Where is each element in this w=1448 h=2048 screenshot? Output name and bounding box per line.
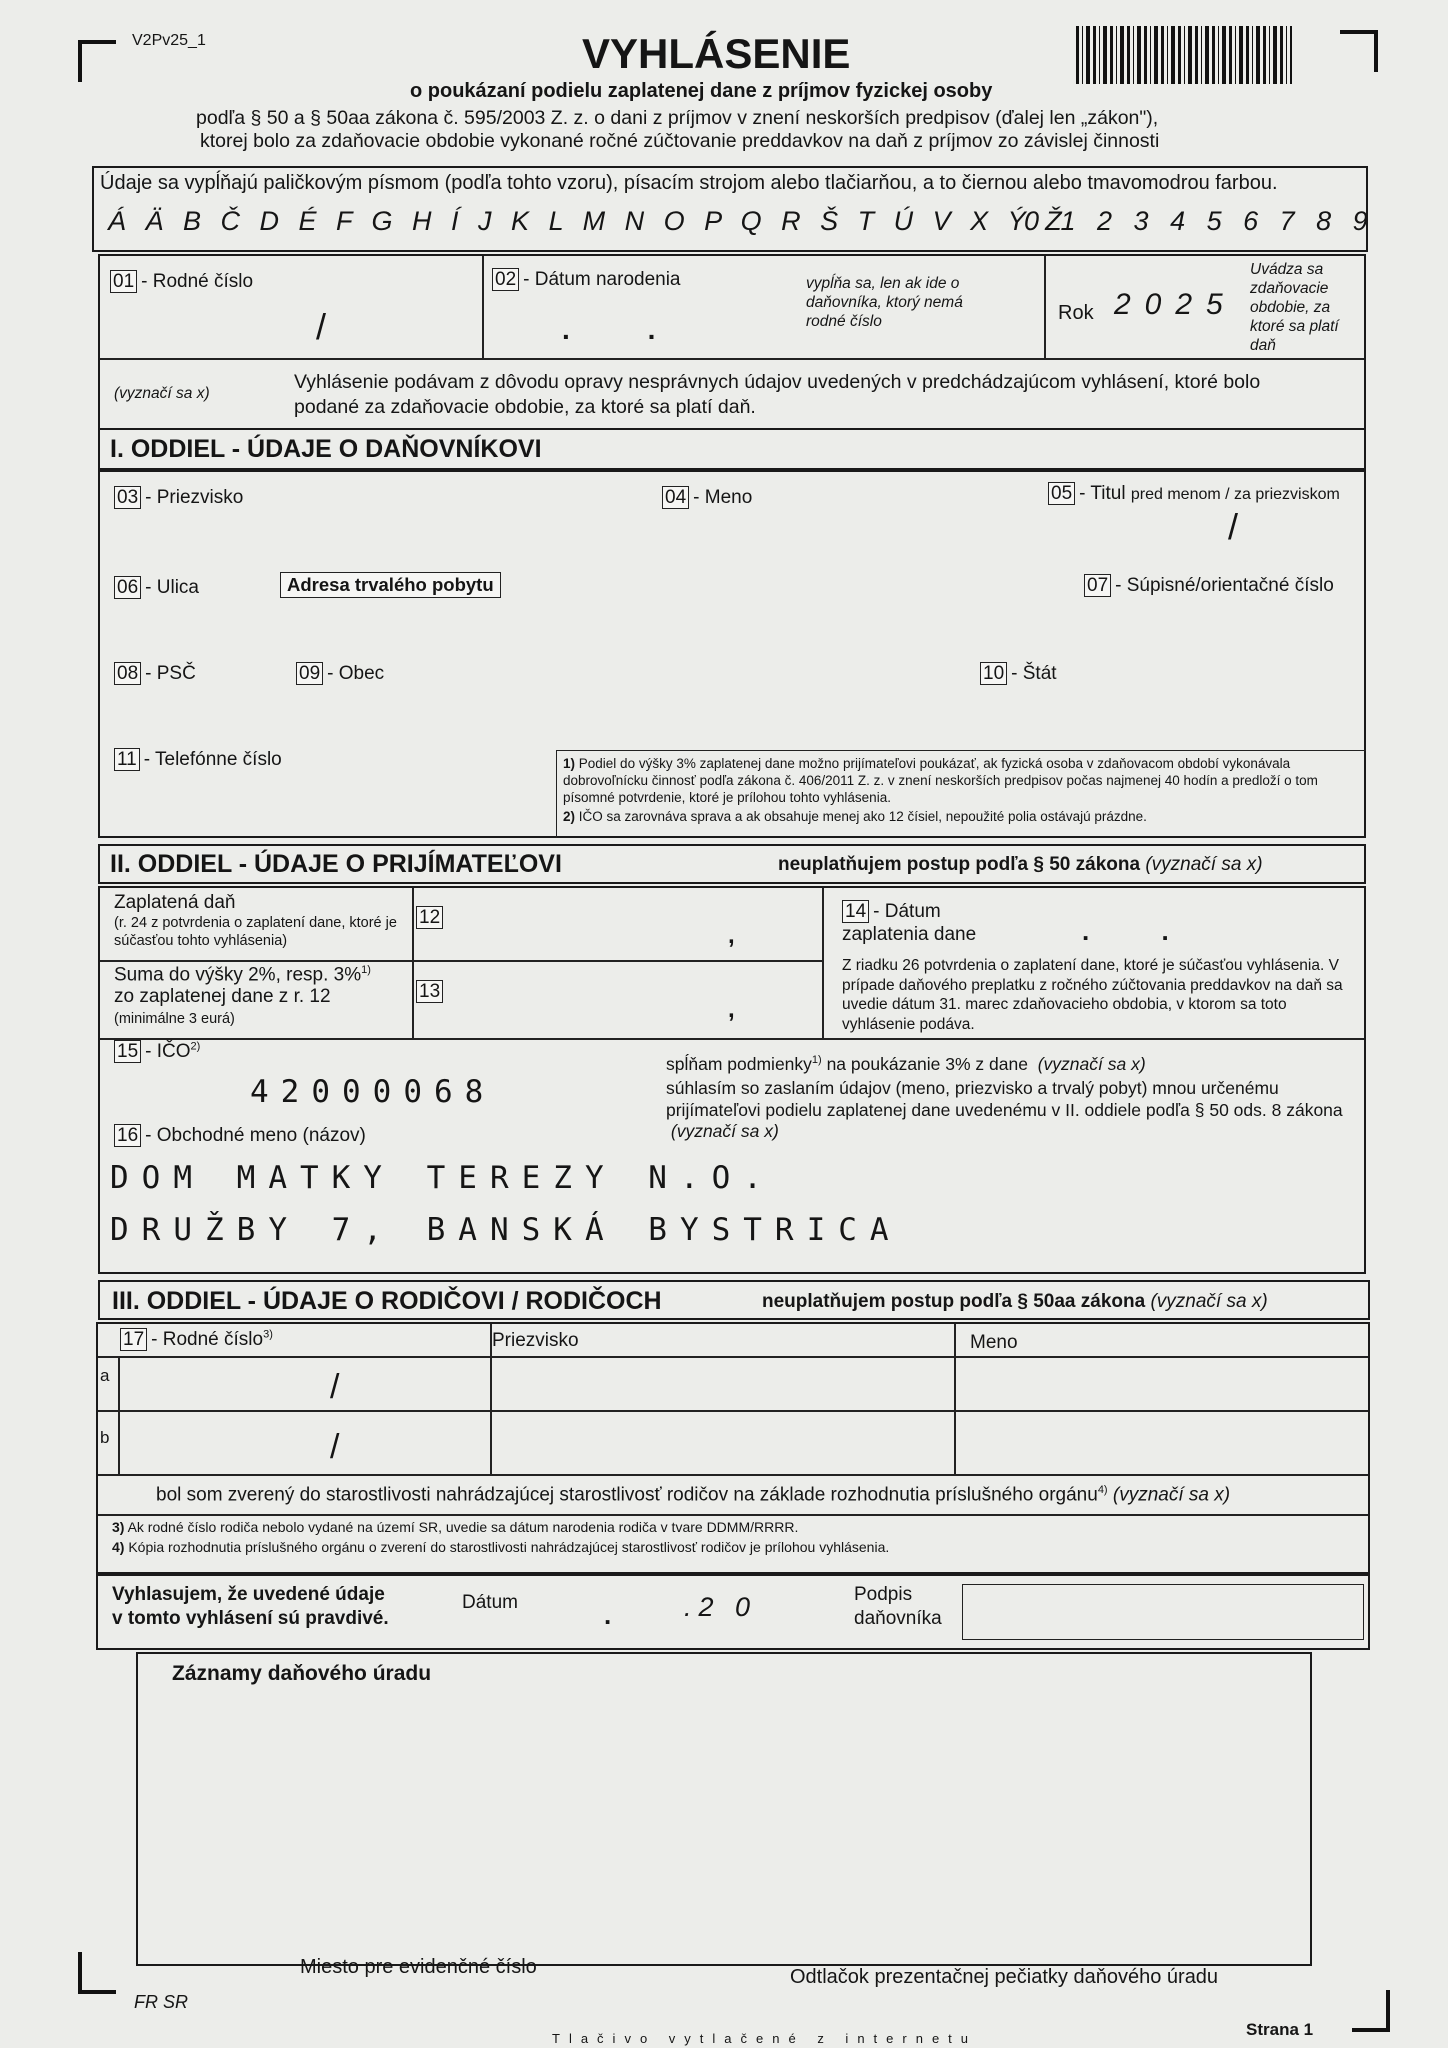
field-10-label: 10 - Štát [980, 662, 1057, 685]
consent-text: súhlasím so zaslaním údajov (meno, priezvisko a trvalý pobyt) mnou určenému prijímateľovi podielu zaplatenej dane uvedenému v II. oddiele podľa § 50 ods. 8 zákona (vyznačí sa x) [666, 1078, 1343, 1141]
surname-field[interactable] [112, 518, 652, 558]
field-14-label-2: zaplatenia dane [842, 924, 977, 945]
corner-mark-top-left [78, 40, 116, 82]
field-11-label: 11 - Telefónne číslo [114, 748, 282, 771]
correction-checkbox[interactable] [264, 384, 286, 406]
field-03-label: 03 - Priezvisko [114, 486, 243, 509]
row-a-separator: / [330, 1368, 340, 1406]
birth-number-separator: / [316, 306, 327, 347]
footer-center: Tlačivo vytlačené z internetu [552, 2031, 978, 2046]
section3-heading: III. ODDIEL - ÚDAJE O RODIČOVI / RODIČOCH [112, 1287, 662, 1315]
sign-label-2: daňovníka [854, 1608, 942, 1629]
field-02-label: 02 - Dátum narodenia [492, 268, 681, 291]
field-09-label: 09 - Obec [296, 662, 384, 685]
address-badge: Adresa trvalého pobytu [280, 572, 501, 598]
recipient-name-line1: DOM MATKY TEREZY N.O. [110, 1160, 775, 1196]
section2-opt-out: neuplatňujem postup podľa § 50 zákona (vyznačí sa x) [778, 854, 1263, 875]
field-14-label: 14 - Dátum [842, 900, 941, 923]
parent-a-birth-number-field[interactable] [122, 1360, 486, 1408]
declaration-text-2: v tomto vyhlásení sú pravdivé. [112, 1608, 389, 1629]
corner-mark-bottom-right [1352, 1990, 1390, 2032]
section1-box [98, 470, 1366, 838]
paid-tax-label: Zaplatená daň [114, 892, 236, 913]
street-field[interactable] [112, 606, 1072, 646]
form-subtitle: o poukázaní podielu zaplatenej dane z príjmov fyzickej osoby [410, 80, 993, 102]
section3-opt-out: neuplatňujem postup podľa § 50aa zákona (vyznačí sa x) [762, 1291, 1268, 1312]
corner-mark-top-right [1340, 30, 1378, 72]
birth-date-input[interactable] [492, 304, 792, 350]
section1-heading: I. ODDIEL - ÚDAJE O DAŇOVNÍKOVI [110, 435, 542, 463]
field-05-label: 05 - Titul pred menom / za priezviskom [1048, 482, 1340, 505]
guardian-text: bol som zverený do starostlivosti nahrádzajúcej starostlivosť rodičov na základe rozhodnutia príslušného orgánu$^{4)}$ (vyznačí sa x) [156, 1484, 1231, 1506]
section3-box [96, 1322, 1370, 1574]
year-value: 2025 [1114, 288, 1237, 321]
postcode-field[interactable] [112, 692, 282, 732]
signature-box[interactable] [962, 1584, 1364, 1640]
first-name-input[interactable] [662, 518, 1042, 558]
title-separator: / [1228, 506, 1239, 547]
mark-note: (vyznačí sa x) [114, 385, 210, 402]
footnotes-box [556, 750, 1366, 838]
instructions-box [92, 166, 1375, 252]
parent-a-surname-field[interactable] [494, 1360, 950, 1408]
parent-a-name-field[interactable] [958, 1360, 1362, 1408]
declaration-text-1: Vyhlasujem, že uvedené údaje [112, 1584, 385, 1605]
sum-comma: , [728, 996, 735, 1023]
column-surname: Priezvisko [492, 1330, 579, 1351]
field-01-label: 01 - Rodné číslo [110, 270, 253, 293]
row-b-label: b [100, 1428, 110, 1447]
column-name: Meno [970, 1332, 1018, 1353]
sum-note: (minimálne 3 eurá) [114, 1011, 235, 1027]
field-06-label: 06 - Ulica [114, 576, 199, 599]
parent-a-name-input[interactable] [958, 1360, 1362, 1408]
parent-a-surname-input[interactable] [494, 1360, 950, 1408]
footnote-4: 4) Kópia rozhodnutia príslušného orgánu o zverení do starostlivosti nahrádzajúcej starostlivosť rodičov je prílohou vyhlásenia. [112, 1539, 890, 1555]
section3-heading-box [98, 1280, 1370, 1320]
field-16-label: 16 - Obchodné meno (názov) [114, 1124, 366, 1147]
instructions-text: Údaje sa vypĺňajú paličkovým písmom (podľa tohto vzoru), písacím strojom alebo tlačiarňou, a to čiernou alebo tmavomodrou farbou. [100, 172, 1278, 194]
correction-text: Vyhlásenie podávam z dôvodu opravy nesprávnych údajov uvedených v predchádzajúcom vyhlásení, ktoré bolo podané za zdaňovacie obdobie, za ktoré sa platí daň. [294, 371, 1261, 418]
date-field[interactable] [538, 1590, 838, 1634]
city-field[interactable] [296, 692, 966, 732]
surname-input[interactable] [112, 518, 652, 558]
parent-a-birth-number-input[interactable] [122, 1360, 486, 1408]
recipient-name-line2: DRUŽBY 7, BANSKÁ BYSTRICA [110, 1212, 902, 1248]
section2-box [98, 886, 1366, 1274]
paid-tax-field[interactable] [450, 918, 810, 956]
footnote-1: 1) Podiel do výšky 3% zaplatenej dane možno prijímateľovi poukázať, ak fyzická osoba v zdaňovacom období vykonávala dobrovoľnícku činnosť podľa zákona č. 406/2011 Z. z. v znení neskorších predpisov počas najmenej 40 hodín a predloží o tom písomné potvrdenie, ktoré je prílohou tohto vyhlásenia. [563, 756, 1318, 805]
office-records-box [136, 1652, 1312, 1988]
paid-tax-input[interactable] [450, 918, 810, 956]
field-15-label: 15 - IČO$^{2)}$ [114, 1040, 200, 1063]
sum-label: Suma do výšky 2%, resp. 3%$^{1)}$ [114, 964, 371, 986]
parent-b-birth-number-input[interactable] [122, 1414, 486, 1472]
field-07-label: 07 - Súpisné/orientačné číslo [1084, 574, 1334, 597]
declaration-box [96, 1574, 1370, 1650]
birth-number-input[interactable] [108, 304, 478, 350]
page-title: VYHLÁSENIE [582, 30, 851, 77]
stamp-label: Odtlačok prezentačnej pečiatky daňového úradu [790, 1966, 1219, 1988]
guardian-checkbox[interactable] [1334, 1486, 1356, 1508]
field-13-label: 13 [416, 980, 447, 1003]
field-14-note: Z riadku 26 potvrdenia o zaplatení dane, ktoré je súčasťou vyhlásenia. V prípade daňového preplatku z ročného zúčtovania preddavkov na daň sa uvedie dátum 31. marec zdaňovacieho obdobia, v ktorom sa toto vyhlásenie podáva. [842, 957, 1343, 1033]
section2-opt-out-checkbox[interactable] [1336, 854, 1358, 876]
parent-b-birth-number-field[interactable] [122, 1414, 486, 1472]
sum-input[interactable] [450, 994, 810, 1032]
paid-tax-note: (r. 24 z potvrdenia o zaplatení dane, ktoré je súčasťou tohto vyhlásenia) [114, 915, 397, 949]
parent-b-name-field[interactable] [958, 1414, 1362, 1472]
corner-mark-bottom-left [78, 1952, 116, 1994]
sign-label-1: Podpis [854, 1584, 913, 1605]
year-note: Uvádza sa zdaňovacie obdobie, za ktoré sa platí daň [1250, 261, 1339, 354]
sample-digits: 0 1 2 3 4 5 6 7 8 9 [1024, 206, 1375, 236]
footer-left: FR SR [134, 1992, 188, 2012]
parent-b-surname-input[interactable] [494, 1414, 950, 1472]
consent-checkbox[interactable] [960, 1122, 982, 1144]
field-17-label: 17 - Rodné číslo$^{3)}$ [120, 1328, 273, 1351]
section2-heading: II. ODDIEL - ÚDAJE O PRIJÍMATEĽOVI [110, 850, 562, 878]
sample-letters: Á Ä B Č D É F G H Í J K L M N O P Q R Š T Ú V X Ý Ž [108, 206, 1068, 236]
office-heading: Záznamy daňového úradu [172, 1662, 432, 1685]
sum-label-2: zo zaplatenej dane z r. 12 [114, 986, 331, 1007]
section1-heading-box [98, 428, 1366, 470]
field-12-label: 12 [416, 906, 447, 929]
row-a-label: a [100, 1366, 110, 1385]
birth-number-field[interactable] [108, 304, 478, 350]
identity-box [98, 254, 1366, 430]
sum-field[interactable] [450, 994, 810, 1032]
payment-date-input[interactable] [1020, 916, 1320, 952]
form-code: V2Pv25_1 [132, 32, 206, 49]
barcode [1076, 26, 1292, 84]
date-input[interactable] [538, 1590, 838, 1634]
date-dot: . [604, 1600, 612, 1630]
payment-date-field[interactable] [1020, 916, 1320, 952]
parent-b-surname-field[interactable] [494, 1414, 950, 1472]
city-input[interactable] [296, 692, 966, 732]
street-input[interactable] [112, 606, 1072, 646]
postcode-input[interactable] [112, 692, 282, 732]
parent-b-name-input[interactable] [958, 1414, 1362, 1472]
ico-value: 42000068 [250, 1074, 496, 1110]
section2-heading-box [98, 844, 1366, 884]
date-label: Dátum [462, 1592, 518, 1613]
law-reference-line1: podľa § 50 a § 50aa zákona č. 595/2003 Z. z. o dani z príjmov v znení neskorších predpisov (ďalej len „zákon"), [196, 107, 1159, 129]
field-02-note: vypĺňa sa, len ak ide o daňovníka, ktorý nemá rodné číslo [806, 275, 963, 330]
footnote-2: 2) IČO sa zarovnáva sprava a ak obsahuje menej ako 12 čísiel, nepoužité polia ostávajú prázdne. [563, 809, 1147, 824]
birth-date-dots: . . [562, 314, 656, 345]
field-08-label: 08 - PSČ [114, 662, 196, 685]
first-name-field[interactable] [662, 518, 1042, 558]
year-label: Rok [1058, 302, 1094, 324]
payment-date-dots: . . [1082, 916, 1169, 946]
date-year: .2 0 [684, 1592, 758, 1622]
law-reference-line2: ktorej bolo za zdaňovacie obdobie vykonané ročné zúčtovanie preddavkov na daň z príjmov zo závislej činnosti [200, 130, 1160, 152]
field-04-label: 04 - Meno [662, 486, 752, 509]
section3-opt-out-checkbox[interactable] [1340, 1291, 1362, 1313]
paid-tax-comma: , [728, 922, 735, 949]
row-b-separator: / [330, 1428, 340, 1466]
conditions-checkbox[interactable] [1236, 1054, 1258, 1076]
footnote-3: 3) Ak rodné číslo rodiča nebolo vydané na území SR, uvedie sa dátum narodenia rodiča v tvare DDMM/RRRR. [112, 1519, 799, 1535]
conditions-text: spĺňam podmienky$^{1)}$ na poukázanie 3% z dane (vyznačí sa x) [666, 1054, 1146, 1074]
birth-date-field[interactable] [492, 304, 792, 350]
page-number: Strana 1 [1246, 2020, 1314, 2039]
evid-number-label: Miesto pre evidenčné číslo [300, 1956, 537, 1978]
